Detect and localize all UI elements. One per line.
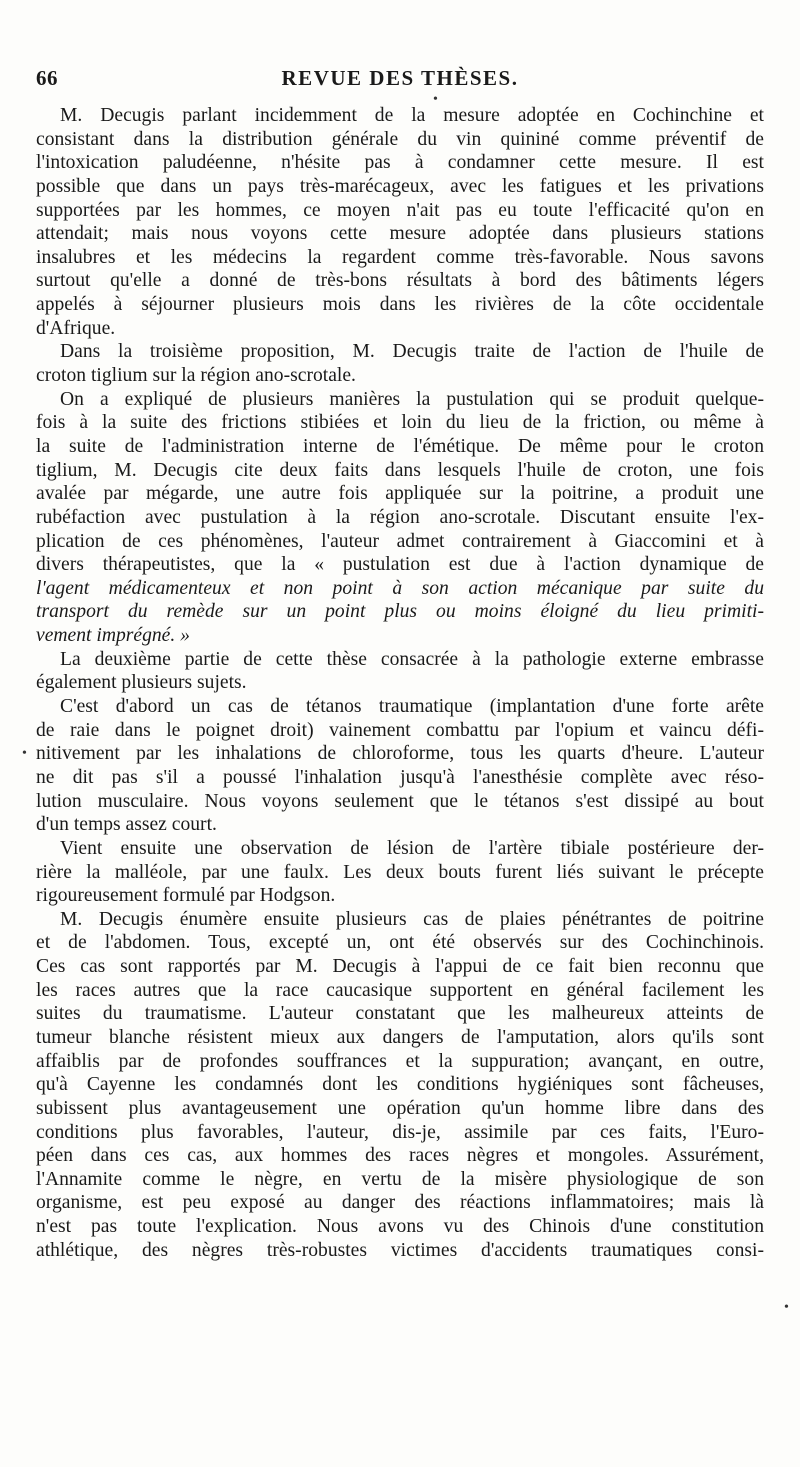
running-title: REVUE DES THÈSES.: [281, 66, 519, 90]
text-line: l'agent médicamenteux et non point à son action mécanique par suite du: [36, 577, 764, 599]
text-line: divers thérapeutistes, que la « pustulation est due à l'action dynamique de: [36, 554, 764, 576]
text-line: d'un temps assez court.: [36, 814, 217, 836]
text-line: de raie dans le poignet droit) vainement combattu par l'opium et vaincu défi-: [36, 719, 764, 741]
text-line: Ces cas sont rapportés par M. Decugis à l'appui de ce fait bien reconnu que: [36, 956, 764, 978]
text-line: insalubres et les médecins la regardent comme très-favorable. Nous savons: [36, 246, 764, 268]
text-line: suites du traumatisme. L'auteur constatant que les malheureux atteints de: [36, 1003, 764, 1025]
text-line: plication de ces phénomènes, l'auteur admet contrairement à Giaccomini et à: [36, 530, 764, 552]
page-number: 66: [36, 66, 58, 90]
text-line: rigoureusement formulé par Hodgson.: [36, 885, 336, 907]
text-line: athlétique, des nègres très-robustes victimes d'accidents traumatiques consi-: [36, 1239, 764, 1261]
text-line: conditions plus favorables, l'auteur, dis-je, assimile par ces faits, l'Euro-: [36, 1121, 764, 1143]
text-line: Dans la troisième proposition, M. Decugis traite de l'action de l'huile de: [60, 341, 764, 363]
text-line: affaiblis par de profondes souffrances et la suppuration; avançant, en outre,: [36, 1050, 764, 1072]
text-line: croton tiglium sur la région ano-scrotale.: [36, 365, 356, 387]
text-line: attendait; mais nous voyons cette mesure adoptée dans plusieurs stations: [36, 223, 764, 245]
text-line: fois à la suite des frictions stibiées et loin du lieu de la friction, ou même à: [36, 412, 764, 434]
text-line: organisme, est peu exposé au danger des réactions inflammatoires; mais là: [36, 1192, 764, 1214]
text-line: tiglium, M. Decugis cite deux faits dans lesquels l'huile de croton, une fois: [36, 459, 764, 481]
text-line: Vient ensuite une observation de lésion de l'artère tibiale postérieure der-: [60, 837, 764, 859]
text-line: transport du remède sur un point plus ou moins éloigné du lieu primiti-: [36, 601, 764, 623]
text-line: d'Afrique.: [36, 317, 116, 339]
text-line: la suite de l'administration interne de l'émétique. De même pour le croton: [36, 435, 764, 457]
bullet-mark: •: [22, 746, 27, 761]
text-line: M. Decugis parlant incidemment de la mesure adoptée en Cochinchine et: [60, 105, 764, 126]
text-line: La deuxième partie de cette thèse consacrée à la pathologie externe embrasse: [60, 648, 764, 670]
text-line: ne dit pas s'il a poussé l'inhalation jusqu'à l'anesthésie complète avec réso-: [36, 766, 764, 788]
text-line: vement imprégné. »: [36, 625, 190, 647]
text-line: également plusieurs sujets.: [36, 672, 247, 694]
text-line: l'intoxication paludéenne, n'hésite pas à condamner cette mesure. Il est: [36, 152, 764, 174]
text-line: l'Annamite comme le nègre, en vertu de la misère physiologique de son: [36, 1168, 764, 1190]
text-line: rière la malléole, par une faulx. Les deux bouts furent liés suivant le précepte: [36, 861, 764, 883]
article-body: [36, 104, 764, 1262]
text-line: On a expliqué de plusieurs manières la pustulation qui se produit quelque-: [60, 388, 764, 410]
text-line: et de l'abdomen. Tous, excepté un, ont été observés sur des Cochinchinois.: [36, 932, 764, 954]
text-line: possible que dans un pays très-marécageux, avec les fatigues et les privations: [36, 175, 764, 197]
text-line: supportées par les hommes, ce moyen n'ait pas eu toute l'efficacité qu'on en: [36, 199, 764, 221]
text-line: avalée par mégarde, une autre fois appliquée sur la poitrine, a produit une: [36, 483, 764, 505]
text-line: qu'à Cayenne les condamnés dont les conditions hygiéniques sont fâcheuses,: [36, 1074, 764, 1096]
text-line: consistant dans la distribution générale du vin quininé comme préventif de: [36, 128, 764, 150]
text-line: n'est pas toute l'explication. Nous avons vu des Chinois d'une constitution: [36, 1216, 764, 1238]
page-header: [36, 66, 764, 96]
text-line: C'est d'abord un cas de tétanos traumatique (implantation d'une forte arête: [60, 696, 764, 718]
bullet-mark: •: [784, 1300, 789, 1315]
text-line: les races autres que la race caucasique supportent en général facilement les: [36, 979, 764, 1001]
text-line: surtout qu'elle a donné de très-bons résultats à bord des bâtiments légers: [36, 270, 764, 292]
text-line: M. Decugis énumère ensuite plusieurs cas de plaies pénétrantes de poitrine: [60, 908, 764, 930]
text-line: subissent plus avantageusement une opération qu'un homme libre dans des: [36, 1097, 764, 1119]
text-line: lution musculaire. Nous voyons seulement que le tétanos s'est dissipé au bout: [36, 790, 764, 812]
text-line: rubéfaction avec pustulation à la région ano-scrotale. Discutant ensuite l'ex-: [36, 506, 764, 528]
text-line: péen dans ces cas, aux hommes des races nègres et mongoles. Assurément,: [36, 1145, 764, 1167]
text-line: nitivement par les inhalations de chloroforme, tous les quarts d'heure. L'auteur: [36, 743, 764, 765]
text-line: appelés à séjourner plusieurs mois dans les rivières de la côte occidentale: [36, 294, 764, 316]
bullet-mark: •: [433, 92, 438, 107]
text-line: tumeur blanche résistent mieux aux dangers de l'amputation, alors qu'ils sont: [36, 1026, 764, 1048]
